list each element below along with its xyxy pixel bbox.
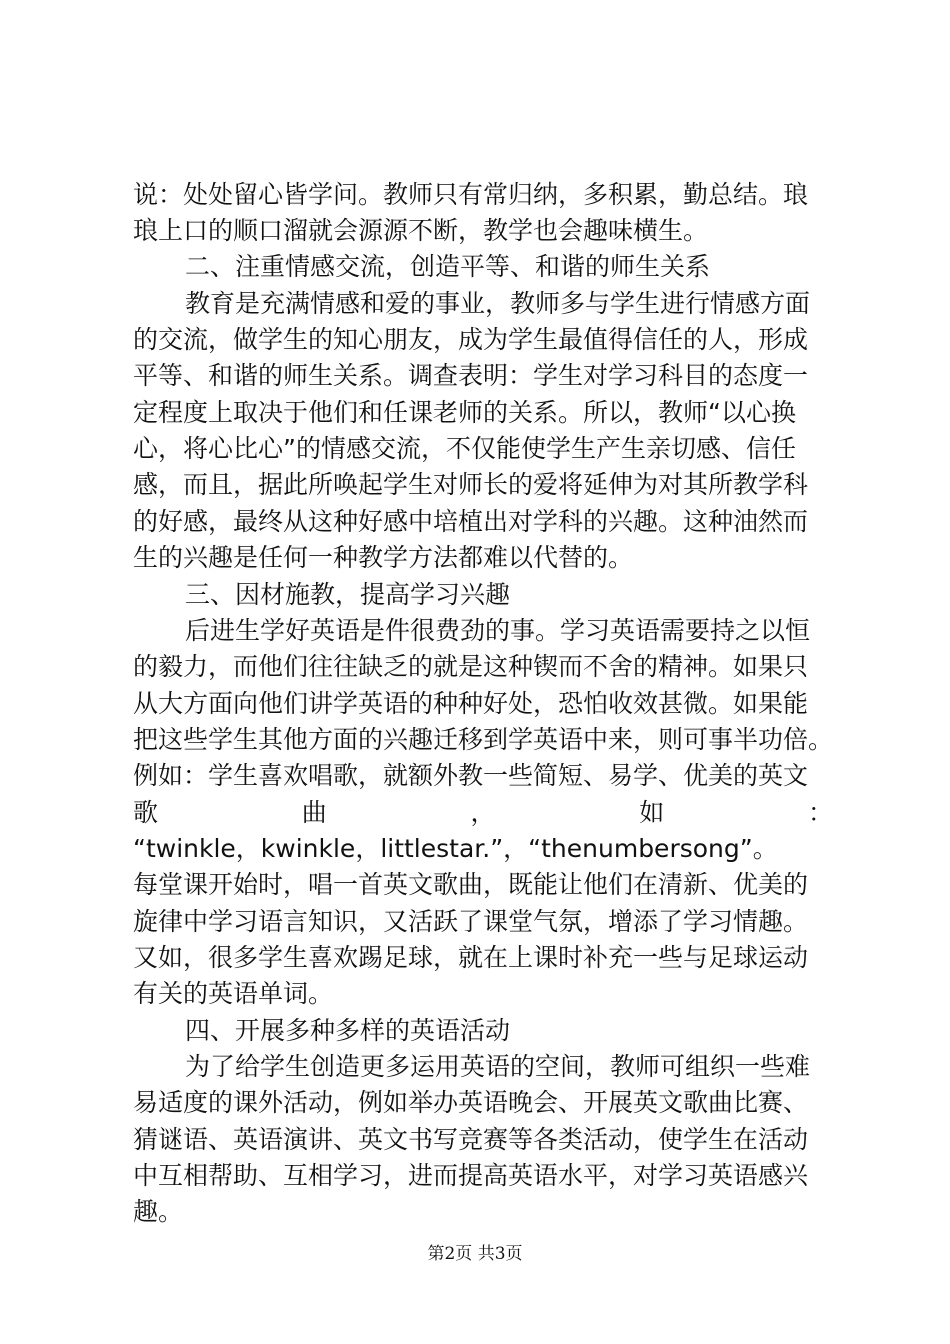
text-line: 趣。	[133, 1197, 184, 1226]
text-line: 旋律中学习语言知识，又活跃了课堂气氛，增添了学习情趣。	[133, 907, 809, 936]
text-line: 易适度的课外活动，例如举办英语晚会、开展英文歌曲比赛、	[133, 1088, 809, 1117]
text-line: “twinkle，kwinkle，littlestar.”，“thenumbersong”。	[133, 834, 778, 863]
section-heading: 二、注重情感交流，创造平等、和谐的师生关系	[185, 252, 711, 281]
text-line: 有关的英语单词。	[133, 979, 334, 1008]
text-line: 从大方面向他们讲学英语的种种好处，恐怕收效甚微。如果能	[133, 689, 809, 718]
text-line: 猜谜语、英语演讲、英文书写竞赛等各类活动，使学生在活动	[133, 1125, 809, 1154]
text-line: 的毅力，而他们往往缺乏的就是这种锲而不舍的精神。如果只	[133, 652, 809, 681]
text-line: 例如：学生喜欢唱歌，就额外教一些简短、易学、优美的英文	[133, 761, 809, 790]
section-heading: 四、开展多种多样的英语活动	[185, 1016, 511, 1045]
text-line: 为了给学生创造更多运用英语的空间，教师可组织一些难	[185, 1052, 811, 1081]
text-line: 感，而且，据此所唤起学生对师长的爱将延伸为对其所教学科	[133, 470, 809, 499]
text-line: 把这些学生其他方面的兴趣迁移到学英语中来，则可事半功倍。	[133, 725, 834, 754]
text-line: 琅上口的顺口溜就会源源不断，教学也会趣味横生。	[133, 216, 709, 245]
text-line: 中互相帮助、互相学习，进而提高英语水平，对学习英语感兴	[133, 1161, 809, 1190]
text-line: 又如，很多学生喜欢踢足球，就在上课时补充一些与足球运动	[133, 943, 809, 972]
text-line: 教育是充满情感和爱的事业，教师多与学生进行情感方面	[185, 289, 811, 318]
text-line: 歌 曲 ， 如 ：	[133, 798, 833, 827]
text-line: 心，将心比心”的情感交流，不仅能使学生产生亲切感、信任	[133, 434, 796, 463]
section-heading: 三、因材施教，提高学习兴趣	[185, 580, 511, 609]
text-line: 生的兴趣是任何一种教学方法都难以代替的。	[133, 543, 634, 572]
text-line: 每堂课开始时，唱一首英文歌曲，既能让他们在清新、优美的	[133, 870, 809, 899]
text-line: 的交流，做学生的知心朋友，成为学生最值得信任的人，形成	[133, 325, 809, 354]
text-line: 后进生学好英语是件很费劲的事。学习英语需要持之以恒	[185, 616, 811, 645]
page-footer: 第2页 共3页	[427, 1244, 523, 1264]
text-line: 定程度上取决于他们和任课老师的关系。所以，教师“以心换	[133, 398, 796, 427]
text-line: 说：处处留心皆学问。教师只有常归纳，多积累，勤总结。琅	[133, 180, 809, 209]
text-line: 平等、和谐的师生关系。调查表明：学生对学习科目的态度一	[133, 361, 809, 390]
text-line: 的好感，最终从这种好感中培植出对学科的兴趣。这种油然而	[133, 507, 809, 536]
